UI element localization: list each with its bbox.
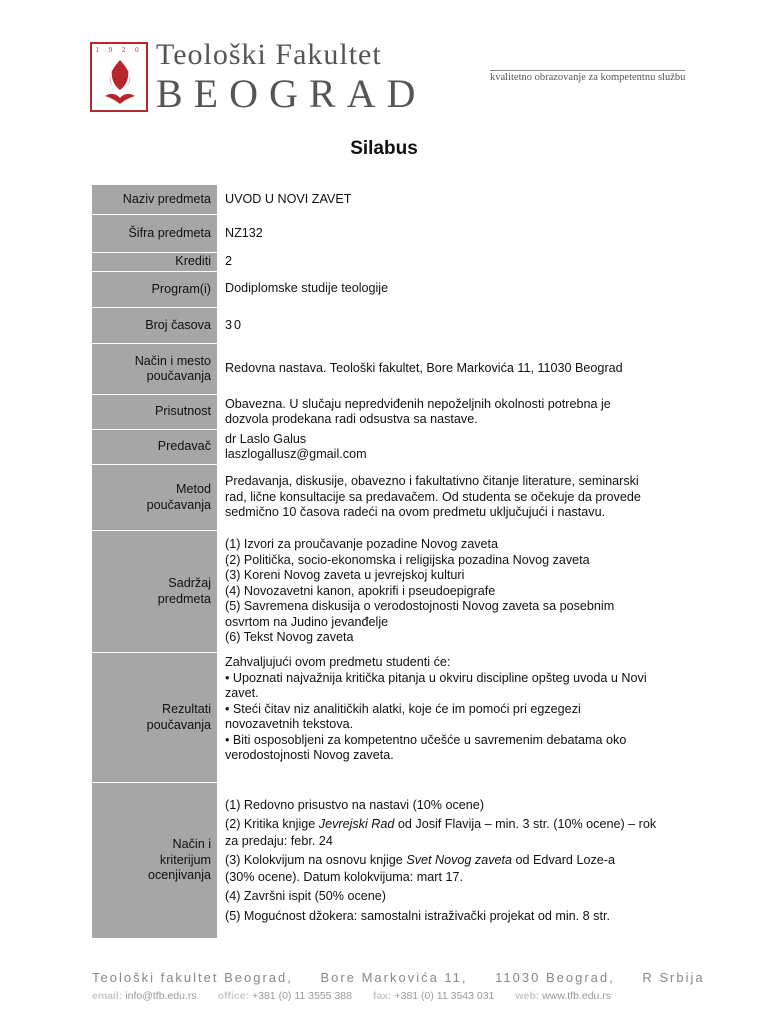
- prisutnost-line1: Obavezna. U slučaju nepredviđenih nepoželjnih okolnosti potrebna je: [225, 396, 611, 411]
- label-nacin-line2: poučavanja: [146, 369, 211, 383]
- book-title-svet-novog-zaveta: Svet Novog zaveta: [406, 853, 513, 868]
- metod-line2: rad, lične konsultacije sa predavačem. Od studenta se očekuje da provede: [225, 489, 641, 504]
- ocena-item-1: (1) Redovno prisustvo na nastavi (10% ocene): [225, 797, 485, 812]
- value-krediti: 2: [218, 253, 684, 272]
- value-predavac: [218, 430, 684, 465]
- label-rezultati: [92, 653, 218, 783]
- value-rezultati: [218, 653, 684, 783]
- label-rezultati-line1: Rezultati: [162, 702, 211, 716]
- sadrzaj-item: (6) Tekst Novog zaveta: [225, 630, 354, 645]
- label-ocena-line2: kriterijum: [159, 852, 211, 867]
- ocena-item-5: (5) Mogućnost džokera: samostalni istraživački projekat od min. 8 str.: [225, 908, 610, 923]
- footer-contacts: [92, 990, 692, 1002]
- syllabus-table: [92, 184, 684, 939]
- value-broj: 30: [218, 308, 684, 344]
- row-sifra: [92, 215, 684, 253]
- footer-city: 11030 Beograd,: [495, 970, 615, 985]
- label-metod-line1: Metod: [175, 482, 211, 496]
- row-nacin: [92, 344, 684, 395]
- row-krediti: [92, 253, 684, 272]
- row-ocena: [92, 783, 684, 939]
- footer-web[interactable]: www.tfb.edu.rs: [542, 990, 612, 1002]
- label-metod: [92, 465, 218, 531]
- sadrzaj-item: (2) Politička, socio-ekonomska i religijska pozadina Novog zaveta: [225, 552, 590, 567]
- label-nacin-line1: Način i mesto: [134, 353, 211, 368]
- value-sadrzaj: [218, 531, 684, 653]
- label-ocena-line3: ocenjivanja: [147, 868, 211, 883]
- web-label: web:: [515, 990, 540, 1002]
- row-program: [92, 272, 684, 308]
- ocena-item-2-d: za predaju: febr. 24: [225, 833, 333, 848]
- brand-name-top: Teološki Fakultet: [156, 38, 382, 71]
- brand-name-bottom: BEOGRAD: [156, 71, 427, 116]
- label-sadrzaj-line2: predmeta: [157, 591, 211, 606]
- row-sadrzaj: [92, 531, 684, 653]
- rezultati-line: • Steći čitav niz analitičkih alatki, koje će im pomoći pri egzegezi: [225, 701, 581, 716]
- rezultati-line: Zahvaljujući ovom predmetu studenti će:: [225, 655, 451, 669]
- footer-email[interactable]: info@tfb.edu.rs: [125, 990, 197, 1002]
- flame-dove-icon: [99, 56, 141, 108]
- row-rezultati: [92, 653, 684, 783]
- label-sifra: Šifra predmeta: [92, 215, 218, 253]
- label-sadrzaj-line1: Sadržaj: [168, 576, 211, 590]
- email-label: email:: [92, 990, 123, 1002]
- label-program: Program(i): [92, 272, 218, 308]
- label-predavac: Predavač: [92, 430, 218, 465]
- value-sifra: NZ132: [218, 215, 684, 253]
- row-prisutnost: [92, 395, 684, 430]
- label-broj: Broj časova: [92, 308, 218, 344]
- footer-name: Teološki fakultet Beograd,: [92, 970, 293, 985]
- ocena-item-2-a: (2) Kritika knjige: [225, 817, 319, 832]
- value-metod: [218, 465, 684, 531]
- label-rezultati-line2: poučavanja: [146, 717, 211, 732]
- rezultati-line: novozavetnih tekstova.: [225, 717, 354, 731]
- value-naziv: UVOD U NOVI ZAVET: [218, 185, 684, 215]
- sadrzaj-item: (3) Koreni Novog zaveta u jevrejskoj kulturi: [225, 568, 465, 583]
- page-title: Silabus: [350, 138, 418, 159]
- row-broj: [92, 308, 684, 344]
- row-naziv: [92, 185, 684, 215]
- logo-year: 1 9 2 0: [95, 46, 143, 54]
- book-title-jevrejski-rad: Jevrejski Rad: [318, 817, 395, 832]
- label-ocena: [92, 783, 218, 939]
- prisutnost-line2: dozvola prodekana radi odsustva sa nastave.: [225, 412, 478, 426]
- value-prisutnost: [218, 395, 684, 430]
- label-ocena-line1: Način i: [172, 837, 211, 852]
- ocena-item-2-c: od Josif Flavija – min. 3 str. (10% ocene) – rok: [394, 817, 657, 832]
- ocena-item-3-d: (30% ocene). Datum kolokvijuma: mart 17.: [225, 869, 463, 884]
- metod-line1: Predavanja, diskusije, obavezno i fakultativno čitanje literature, seminarski: [225, 474, 639, 489]
- footer-country: R Srbija: [642, 970, 705, 985]
- office-label: office:: [217, 990, 250, 1002]
- footer-street: Bore Markovića 11,: [320, 970, 468, 985]
- footer-fax: +381 (0) 11 3543 031: [394, 990, 495, 1002]
- value-nacin: Redovna nastava. Teološki fakultet, Bore Markovića 11, 11030 Beograd: [218, 344, 684, 395]
- footer-address: [92, 970, 705, 985]
- ocena-item-3: [225, 852, 680, 869]
- label-metod-line2: poučavanja: [146, 497, 211, 512]
- rezultati-line: • Upoznati najvažnija kritička pitanja u okviru discipline opšteg uvoda u Novi: [225, 670, 647, 685]
- ocena-item-3-c: od Edvard Loze-a: [512, 853, 615, 868]
- ocena-item-4: (4) Završni ispit (50% ocene): [225, 889, 386, 904]
- footer-office-phone: +381 (0) 11 3555 388: [252, 990, 352, 1002]
- sadrzaj-item: (1) Izvori za proučavanje pozadine Novog zaveta: [225, 537, 499, 552]
- sadrzaj-item: osvrtom na Judino jevanđelje: [225, 614, 389, 629]
- faculty-logo: [90, 42, 148, 112]
- sadrzaj-item: (4) Novozavetni kanon, apokrifi i pseudoepigrafe: [225, 583, 496, 598]
- lecturer-name: dr Laslo Galus: [225, 431, 307, 446]
- value-program: Dodiplomske studije teologije: [218, 272, 684, 308]
- lecturer-email: laszlogallusz@gmail.com: [225, 447, 367, 461]
- label-krediti: Krediti: [92, 253, 218, 272]
- label-naziv: Naziv predmeta: [92, 185, 218, 215]
- metod-line3: sedmično 10 časova radeći na ovom predmetu uključujući i nastavu.: [225, 505, 606, 520]
- rezultati-line: • Biti osposobljeni za kompetentno učešće u savremenim debatama oko: [225, 732, 627, 747]
- label-nacin: [92, 344, 218, 395]
- rezultati-line: zavet.: [225, 686, 259, 700]
- rezultati-line: verodostojnosti Novog zaveta.: [225, 748, 394, 762]
- ocena-item-2: [225, 816, 680, 833]
- row-predavac: [92, 430, 684, 465]
- label-sadrzaj: [92, 531, 218, 653]
- ocena-item-3-a: (3) Kolokvijum na osnovu knjige: [225, 853, 407, 868]
- tagline: kvalitetno obrazovanje za kompetentnu službu: [490, 72, 686, 83]
- letterhead: [90, 40, 690, 115]
- sadrzaj-item: (5) Savremena diskusija o verodostojnosti Novog zaveta sa posebnim: [225, 599, 615, 614]
- row-metod: [92, 465, 684, 531]
- label-prisutnost: Prisutnost: [92, 395, 218, 430]
- value-ocena: [218, 783, 684, 939]
- fax-label: fax:: [372, 990, 392, 1002]
